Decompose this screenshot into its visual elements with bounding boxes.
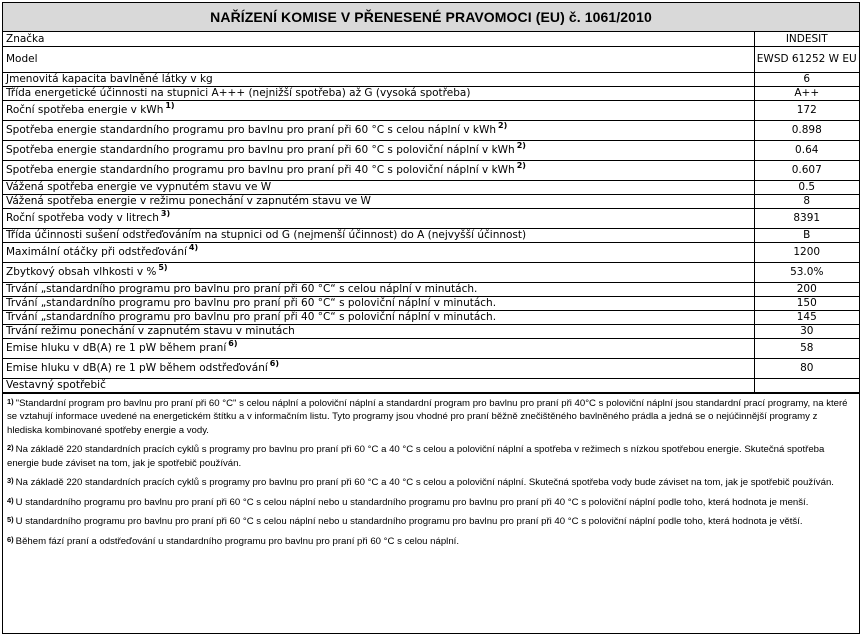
footnote-mark: 5): [7, 515, 14, 524]
row-value: A++: [754, 86, 859, 100]
row-label: Maximální otáčky při odstřeďování: [6, 246, 187, 258]
row-label-cell: [3, 180, 754, 194]
row-label-cell: [3, 46, 754, 72]
table-row: [3, 120, 859, 140]
row-value: 172: [754, 100, 859, 120]
row-label: Trvání „standardního programu pro bavlnu pro praní při 60 °C“ s celou náplní v minutách.: [6, 283, 478, 295]
row-label-cell: [3, 358, 754, 378]
row-label: Jmenovitá kapacita bavlněné látky v kg: [6, 73, 213, 85]
footnote-mark: 6): [7, 534, 14, 544]
footnote-mark: 3): [7, 476, 14, 485]
table-row: [3, 262, 859, 282]
row-label-cell: [3, 160, 754, 180]
footnote-mark: 4): [7, 495, 14, 505]
footnote-ref: 5): [158, 263, 168, 272]
table-row: [3, 296, 859, 310]
footnote-ref: 4): [188, 243, 199, 252]
row-label: Třída účinnosti sušení odstřeďováním na stupnici od G (nejmenší účinnost) do A (nejvyšší účinnost): [6, 229, 527, 241]
row-label-cell: [3, 242, 754, 262]
regulation-sheet: [2, 2, 860, 634]
row-label: Třída energetické účinnosti na stupnici A+++ (nejnižší spotřeba) až G (vysoká spotřeba): [6, 87, 471, 99]
table-row: [3, 338, 859, 358]
row-label-cell: [3, 228, 754, 242]
row-value: 150: [754, 296, 859, 310]
row-label-cell: [3, 338, 754, 358]
row-label: Emise hluku v dB(A) re 1 pW během praní: [6, 342, 227, 354]
footnote: [7, 476, 853, 490]
footnote-ref: 2): [516, 141, 526, 150]
regulation-title: NAŘÍZENÍ KOMISE V PŘENESENÉ PRAVOMOCI (EU) č. 1061/2010: [3, 3, 859, 32]
row-label-cell: [3, 72, 754, 86]
footnote-mark: 2): [7, 443, 14, 452]
row-label: Značka: [6, 32, 45, 45]
row-label-cell: [3, 140, 754, 160]
row-label-cell: [3, 208, 754, 228]
table-row: [3, 160, 859, 180]
footnote: [7, 515, 853, 529]
row-label-cell: [3, 282, 754, 296]
row-label: Vážená spotřeba energie v režimu ponechání v zapnutém stavu ve W: [6, 195, 371, 207]
footnote-ref: 2): [498, 121, 508, 130]
product-info-table: [3, 32, 859, 393]
row-value: 53.0%: [754, 262, 859, 282]
footnote-text: "Standardní program pro bavlnu pro praní při 60 °C" s celou náplní a poloviční náplní a standardní program pro bavlnu pro praní při 40°C s poloviční náplní jsou standardní prací programy, na které se vztahují informace uvedené na energetickém štítku a v informačním listu. Tyto programy jsou vhodné pro praní běžně znečištěného bavlněného prádla a jedná se o nejúčinnější programy z hlediska kombinované spotřeby energie a vody.: [7, 397, 848, 436]
row-label-cell: [3, 262, 754, 282]
row-value: 200: [754, 282, 859, 296]
row-label-cell: [3, 378, 754, 392]
row-label-cell: [3, 324, 754, 338]
table-row: [3, 242, 859, 262]
table-row: [3, 46, 859, 72]
row-label-cell: [3, 310, 754, 324]
row-label-cell: [3, 32, 754, 46]
row-label: Zbytkový obsah vlhkosti v %: [6, 266, 157, 278]
table-row: [3, 228, 859, 242]
row-label: Roční spotřeba energie v kWh: [6, 104, 164, 116]
row-label: Spotřeba energie standardního programu pro bavlnu pro praní při 40 °C s poloviční náplní v kWh: [6, 164, 515, 176]
table-row: [3, 208, 859, 228]
footnote-text: Během fází praní a odstřeďování u standardního programu pro bavlnu pro praní při 60 °C s celou náplní.: [15, 535, 459, 547]
row-label-cell: [3, 296, 754, 310]
row-label: Spotřeba energie standardního programu pro bavlnu pro praní při 60 °C s poloviční náplní v kWh: [6, 144, 515, 156]
footnote-ref: 3): [160, 209, 171, 218]
footnote-text: U standardního programu pro bavlnu pro praní při 60 °C s celou náplní nebo u standardního programu pro bavlnu pro praní při 40 °C s poloviční náplní podle toho, která hodnota je menší.: [15, 496, 809, 508]
table-row: [3, 358, 859, 378]
row-value: [754, 378, 859, 392]
row-label: Roční spotřeba vody v litrech: [6, 212, 159, 224]
footnote-mark: 1): [7, 396, 14, 406]
row-value: 145: [754, 310, 859, 324]
footnote: [7, 496, 853, 510]
footnote-text: U standardního programu pro bavlnu pro praní při 60 °C s celou náplní nebo u standardního programu pro bavlnu pro praní při 40 °C s poloviční náplní podle toho, která hodnota je větší.: [15, 516, 803, 527]
footnote-ref: 1): [165, 101, 175, 110]
row-label: Trvání „standardního programu pro bavlnu pro praní při 60 °C“ s poloviční náplní v minutách.: [6, 297, 497, 309]
row-label-cell: [3, 86, 754, 100]
table-row: [3, 86, 859, 100]
table-row: [3, 378, 859, 392]
row-label: Emise hluku v dB(A) re 1 pW během odstřeďování: [6, 362, 268, 374]
table-row: [3, 194, 859, 208]
footnote: [7, 443, 853, 470]
row-value: 6: [754, 72, 859, 86]
table-row: [3, 72, 859, 86]
row-label: Vážená spotřeba energie ve vypnutém stavu ve W: [6, 181, 272, 193]
row-label-cell: [3, 100, 754, 120]
row-value: EWSD 61252 W EU: [754, 46, 859, 72]
table-row: [3, 180, 859, 194]
table-row: [3, 310, 859, 324]
footnote-text: Na základě 220 standardních pracích cyklů s programy pro bavlnu pro praní při 60 °C a 40 °C s celou a poloviční náplní a spotřeba v režimech s nízkou spotřebou energie. Skutečná spotřeba energie bude záviset na tom, jak je spotřebič používán.: [7, 444, 825, 469]
table-row: [3, 140, 859, 160]
footnote-ref: 6): [228, 339, 238, 348]
footnotes: [3, 393, 859, 549]
table-row: [3, 282, 859, 296]
footnote-text: Na základě 220 standardních pracích cyklů s programy pro bavlnu pro praní při 60 °C a 40 °C s celou a poloviční náplní. Skutečná spotřeba vody bude záviset na tom, jak je spotřebič používán.: [15, 477, 834, 488]
row-value: 0.898: [754, 120, 859, 140]
table-row: [3, 100, 859, 120]
row-value: INDESIT: [754, 32, 859, 46]
footnote-ref: 2): [516, 161, 526, 170]
row-value: 80: [754, 358, 859, 378]
footnote: [7, 535, 853, 549]
footnote-ref: 6): [269, 359, 280, 368]
table-row: [3, 324, 859, 338]
row-label-cell: [3, 194, 754, 208]
row-label: Model: [6, 53, 38, 65]
row-label: Spotřeba energie standardního programu pro bavlnu pro praní při 60 °C s celou náplní v kWh: [6, 124, 497, 136]
row-label: Trvání režimu ponechání v zapnutém stavu v minutách: [6, 325, 295, 337]
row-value: B: [754, 228, 859, 242]
row-value: 8: [754, 194, 859, 208]
row-value: 58: [754, 338, 859, 358]
row-value: 1200: [754, 242, 859, 262]
table-row: [3, 32, 859, 46]
row-label: Trvání „standardního programu pro bavlnu pro praní při 40 °C“ s poloviční náplní v minutách.: [6, 311, 497, 323]
row-value: 0.64: [754, 140, 859, 160]
row-label-cell: [3, 120, 754, 140]
row-label: Vestavný spotřebič: [6, 379, 106, 391]
row-value: 30: [754, 324, 859, 338]
product-info-rows: [3, 32, 859, 392]
row-value: 0.607: [754, 160, 859, 180]
row-value: 0.5: [754, 180, 859, 194]
footnote: [7, 397, 853, 438]
row-value: 8391: [754, 208, 859, 228]
